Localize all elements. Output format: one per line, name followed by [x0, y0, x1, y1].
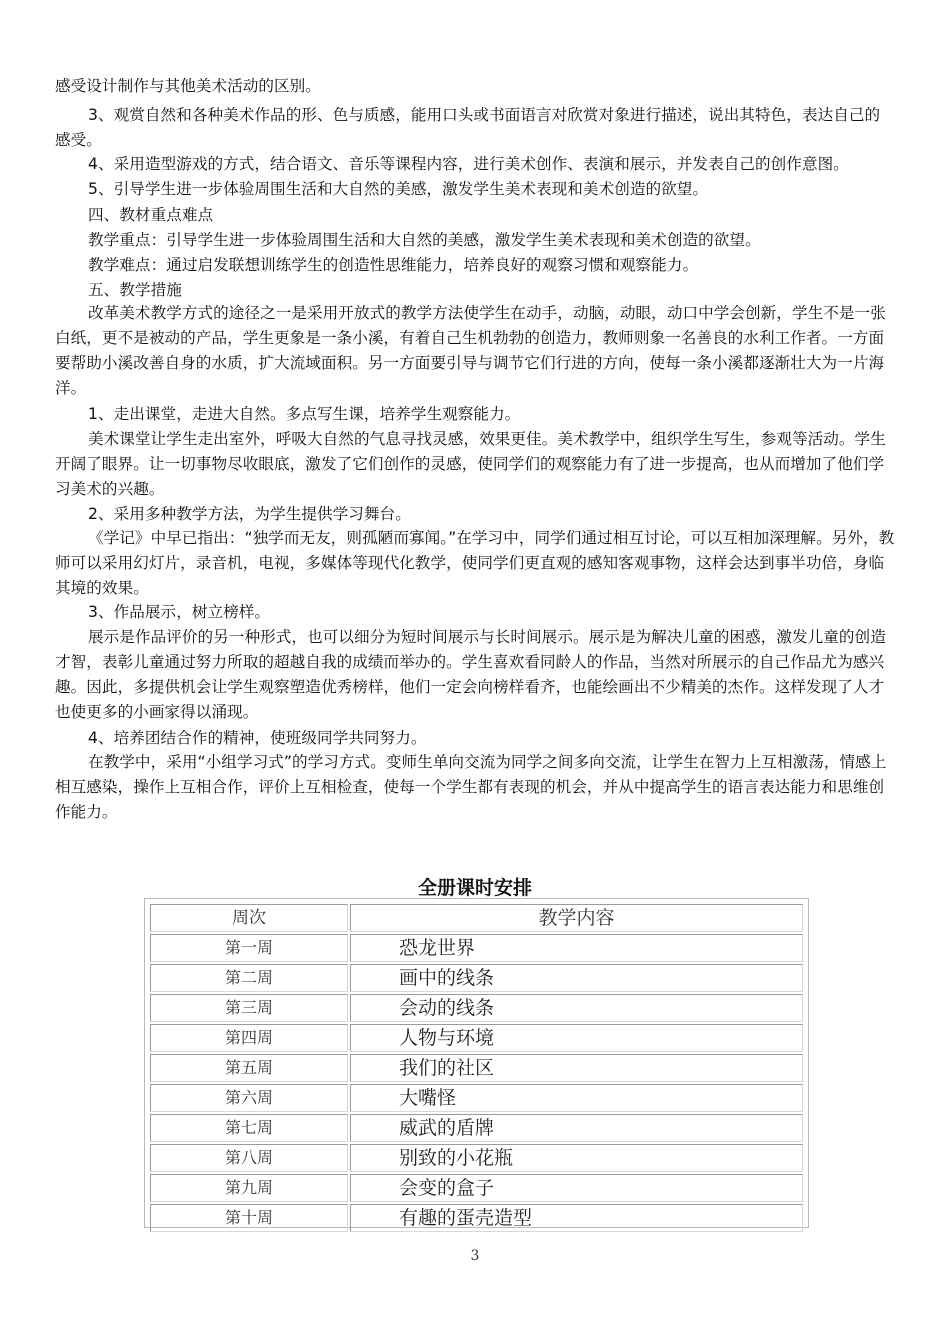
paragraph: 2、采用多种教学方法，为学生提供学习舞台。 [88, 505, 411, 523]
table-row [150, 1114, 803, 1142]
paragraph: 美术课堂让学生走出室外，呼吸大自然的气息寻找灵感，效果更佳。美术教学中，组织学生写生，参观等活动。学生开阔了眼界。让一切事物尽收眼底，激发了它们创作的灵感，使同学们的观察能力有了进一步提高，也从而增加了他们学习美术的兴趣。 [55, 430, 886, 498]
table-row [150, 1204, 803, 1232]
week-cell: 第七周 [150, 1114, 348, 1142]
week-cell: 第十周 [150, 1204, 348, 1232]
paragraph: 教学难点：通过启发联想训练学生的创造性思维能力，培养良好的观察习惯和观察能力。 [88, 256, 699, 274]
week-cell: 第四周 [150, 1024, 348, 1052]
week-cell: 第六周 [150, 1084, 348, 1112]
content-cell: 会变的盒子 [350, 1174, 803, 1202]
section-heading: 五、教学措施 [88, 281, 182, 299]
paragraph: 改革美术教学方式的途径之一是采用开放式的教学方法使学生在动手，动脑，动眼，动口中学会创新，学生不是一张白纸，更不是被动的产品，学生更象是一条小溪，有着自己生机勃勃的创造力，教师则象一名善良的水利工作者。一方面要帮助小溪改善自身的水质，扩大流域面积。另一方面要引导与调节它们行进的方向，使每一条小溪都逐渐壮大为一片海洋。 [55, 304, 886, 397]
paragraph: 1、走出课堂，走进大自然。多点写生课，培养学生观察能力。 [88, 405, 521, 423]
page-number: 3 [470, 1248, 480, 1264]
week-cell: 第五周 [150, 1054, 348, 1082]
content-cell: 有趣的蛋壳造型 [350, 1204, 803, 1232]
week-cell: 第八周 [150, 1144, 348, 1172]
paragraph: 3、作品展示，树立榜样。 [88, 603, 271, 621]
paragraph: 4、采用造型游戏的方式，结合语文、音乐等课程内容，进行美术创作、表演和展示，并发表自己的创作意图。 [88, 155, 849, 173]
week-cell: 第一周 [150, 934, 348, 962]
paragraph: 教学重点：引导学生进一步体验周围生活和大自然的美感，激发学生美术表现和美术创造的欲望。 [88, 231, 761, 249]
table-row [150, 1084, 803, 1112]
schedule-table [144, 898, 809, 1228]
table-row [150, 1054, 803, 1082]
paragraph: 5、引导学生进一步体验周围生活和大自然的美感，激发学生美术表现和美术创造的欲望。 [88, 180, 709, 198]
paragraph: 4、培养团结合作的精神，使班级同学共同努力。 [88, 729, 427, 747]
table-row [150, 964, 803, 992]
table-row [150, 934, 803, 962]
table-row [150, 994, 803, 1022]
content-cell: 我们的社区 [350, 1054, 803, 1082]
column-header-week: 周次 [150, 904, 348, 932]
table-row [150, 1024, 803, 1052]
content-cell: 人物与环境 [350, 1024, 803, 1052]
table-title: 全册课时安排 [417, 877, 532, 899]
week-cell: 第三周 [150, 994, 348, 1022]
paragraph: 展示是作品评价的另一种形式，也可以细分为短时间展示与长时间展示。展示是为解决儿童的困惑，激发儿童的创造才智，表彰儿童通过努力所取的超越自我的成绩而举办的。学生喜欢看同龄人的作品，当然对所展示的自己作品尤为感兴趣。因此，多提供机会让学生观察塑造优秀榜样，他们一定会向榜样看齐，也能绘画出不少精美的杰作。这样发现了人才也使更多的小画家得以涌现。 [55, 628, 886, 721]
paragraph: 感受设计制作与其他美术活动的区别。 [55, 77, 321, 95]
week-cell: 第九周 [150, 1174, 348, 1202]
week-cell: 第二周 [150, 964, 348, 992]
table-row [150, 1174, 803, 1202]
content-cell: 会动的线条 [350, 994, 803, 1022]
table-header-row [150, 904, 803, 932]
content-cell: 画中的线条 [350, 964, 803, 992]
paragraph: 《学记》中早已指出：“独学而无友，则孤陋而寡闻。”在学习中，同学们通过相互讨论，可以互相加深理解。另外，教师可以采用幻灯片，录音机，电视，多媒体等现代化教学，使同学们更直观的感知客观事物，这样会达到事半功倍，身临其境的效果。 [55, 529, 895, 597]
content-cell: 别致的小花瓶 [350, 1144, 803, 1172]
section-heading: 四、教材重点难点 [88, 206, 214, 224]
content-cell: 威武的盾牌 [350, 1114, 803, 1142]
column-header-content: 教学内容 [350, 904, 803, 932]
content-cell: 大嘴怪 [350, 1084, 803, 1112]
table-row [150, 1144, 803, 1172]
content-cell: 恐龙世界 [350, 934, 803, 962]
paragraph: 3、观赏自然和各种美术作品的形、色与质感，能用口头或书面语言对欣赏对象进行描述，说出其特色，表达自己的感受。 [55, 106, 881, 149]
paragraph: 在教学中，采用“小组学习式”的学习方式。变师生单向交流为同学之间多向交流，让学生在智力上互相激荡，情感上相互感染，操作上互相合作，评价上互相检查，使每一个学生都有表现的机会，并从中提高学生的语言表达能力和思维创作能力。 [55, 753, 887, 821]
